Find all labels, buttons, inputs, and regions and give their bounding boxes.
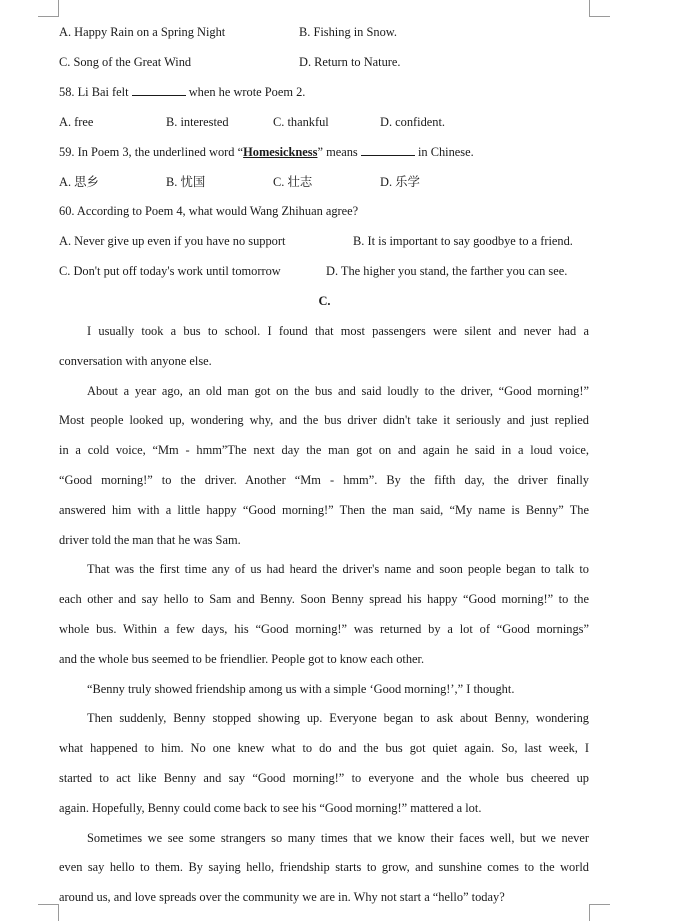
page-corner-mark-bottom-right xyxy=(589,904,610,921)
section-c-heading: C. xyxy=(318,294,331,308)
q59-question xyxy=(59,143,474,161)
passage-line: I usually took a bus to school. I found that most passengers were silent and never had a xyxy=(87,324,589,338)
q59-option-a: A. 思乡 xyxy=(59,175,99,189)
passage-line: About a year ago, an old man got on the bus and said loudly to the driver, “Good morning!” xyxy=(87,383,589,398)
passage-line: started to act like Benny and say “Good morning!” to everyone and the whole bus cheered up xyxy=(59,771,589,785)
passage-line: “Good morning!” to the driver. Another “Mm - hmm”. By the fifth day, the driver finally xyxy=(59,473,589,487)
q58-option-a: A. free xyxy=(59,115,94,129)
passage-line: Most people looked up, wondering why, and the bus driver didn't take it seriously and just replied xyxy=(59,413,589,428)
passage-line: That was the first time any of us had heard the driver's name and soon people began to talk to xyxy=(87,562,589,577)
passage-line: Sometimes we see some strangers so many times that we know their faces well, but we never xyxy=(87,830,589,845)
passage-line: answered him with a little happy “Good morning!” Then the man said, “My name is Benny” The xyxy=(59,502,589,517)
page-corner-mark-top-left xyxy=(38,0,59,17)
passage-line: even say hello to them. By saying hello, friendship starts to grow, and sunshine comes to the world xyxy=(59,860,589,875)
q60-option-b: B. It is important to say goodbye to a friend. xyxy=(353,234,573,248)
passage-line: whole bus. Within a few days, his “Good morning!” was returned by a lot of “Good mornings” xyxy=(59,622,589,636)
q59-prefix: 59. In Poem 3, the underlined word “ xyxy=(59,145,244,159)
q58-option-b: B. interested xyxy=(166,115,229,129)
q58-answer-blank xyxy=(132,83,186,96)
passage-line: in a cold voice, “Mm - hmm”The next day the man got on and again he said in a loud voice, xyxy=(59,443,589,458)
q60-question: 60. According to Poem 4, what would Wang Zhihuan agree? xyxy=(59,204,359,218)
q60-option-c: C. Don't put off today's work until tomorrow xyxy=(59,264,281,278)
passage-line: again. Hopefully, Benny could come back to see his “Good morning!” mattered a lot. xyxy=(59,800,482,815)
passage-line: each other and say hello to Sam and Benny. Soon Benny spread his happy “Good morning!” to the xyxy=(59,592,589,607)
q59-option-b: B. 忧国 xyxy=(166,175,206,189)
q58-suffix: when he wrote Poem 2. xyxy=(188,85,306,99)
passage-line: “Benny truly showed friendship among us with a simple ‘Good morning!’,” I thought. xyxy=(87,681,515,696)
passage-line: conversation with anyone else. xyxy=(59,353,212,368)
q58-prefix: 58. Li Bai felt xyxy=(59,85,129,99)
q58-option-d: D. confident. xyxy=(380,115,446,129)
passage-line: what happened to him. No one knew what to do and the bus got quiet again. So, last week, I xyxy=(59,741,589,756)
q59-answer-blank xyxy=(361,143,415,156)
q59-middle: ” means xyxy=(317,145,358,159)
q59-suffix: in Chinese. xyxy=(417,145,474,159)
q58-question xyxy=(59,83,305,101)
passage-line: around us, and love spreads over the community we are in. Why not start a “hello” today? xyxy=(59,890,505,905)
q57-option-c: C. Song of the Great Wind xyxy=(59,55,192,69)
page-corner-mark-bottom-left xyxy=(38,904,59,921)
q59-option-d: D. 乐学 xyxy=(380,175,420,189)
passage-line: driver told the man that he was Sam. xyxy=(59,532,241,547)
q60-option-d: D. The higher you stand, the farther you can see. xyxy=(326,264,568,278)
q57-option-d: D. Return to Nature. xyxy=(299,55,401,69)
q57-option-a: A. Happy Rain on a Spring Night xyxy=(59,25,226,39)
q58-option-c: C. thankful xyxy=(273,115,329,129)
q60-option-a: A. Never give up even if you have no support xyxy=(59,234,286,248)
q57-option-b: B. Fishing in Snow. xyxy=(299,25,397,39)
q59-underlined-word: Homesickness xyxy=(243,145,318,159)
q59-option-c: C. 壮志 xyxy=(273,175,313,189)
passage-line: Then suddenly, Benny stopped showing up. Everyone began to ask about Benny, wondering xyxy=(87,711,589,726)
passage-line: and the whole bus seemed to be friendlier. People got to know each other. xyxy=(59,651,425,666)
page-corner-mark-top-right xyxy=(589,0,610,17)
